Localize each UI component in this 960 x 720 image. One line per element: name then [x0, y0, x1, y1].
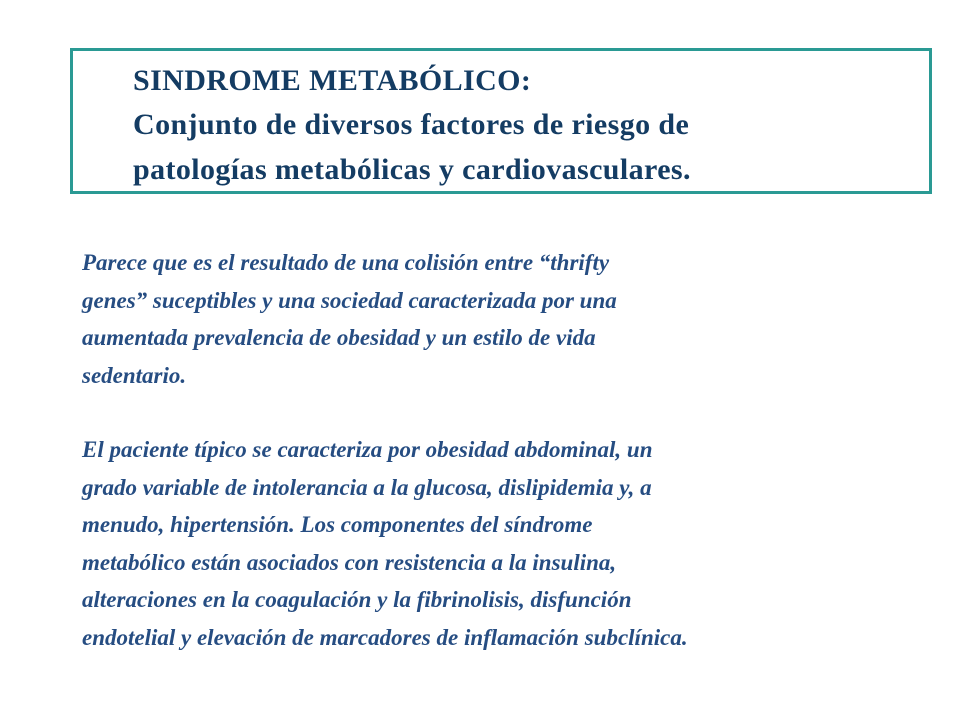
title-definition-line-2: patologías metabólicas y cardiovasculares. [133, 153, 691, 186]
paragraph-line: Parece que es el resultado de una colisión entre “thrifty [82, 250, 610, 275]
title-box [70, 48, 932, 194]
paragraph-line: El paciente típico se caracteriza por obesidad abdominal, un [82, 437, 653, 462]
paragraph-line: genes” suceptibles y una sociedad caracterizada por una [82, 287, 617, 313]
title-heading: SINDROME METABÓLICO: [133, 64, 532, 97]
title-definition-line-1: Conjunto de diversos factores de riesgo de [133, 108, 690, 141]
paragraph-line: metabólico están asociados con resistencia a la insulina, [82, 549, 617, 575]
paragraph-line: alteraciones en la coagulación y la fibrinolisis, disfunción [82, 587, 632, 612]
paragraph-origin [82, 244, 617, 394]
paragraph-patient-profile [82, 431, 688, 656]
paragraph-line: aumentada prevalencia de obesidad y un estilo de vida [82, 325, 596, 350]
paragraph-line: grado variable de intolerancia a la glucosa, dislipidemia y, a [82, 474, 652, 500]
paragraph-line: endotelial y elevación de marcadores de inflamación subclínica. [82, 624, 688, 650]
paragraph-line: menudo, hipertensión. Los componentes del síndrome [82, 512, 593, 537]
paragraph-line: sedentario. [82, 362, 187, 388]
